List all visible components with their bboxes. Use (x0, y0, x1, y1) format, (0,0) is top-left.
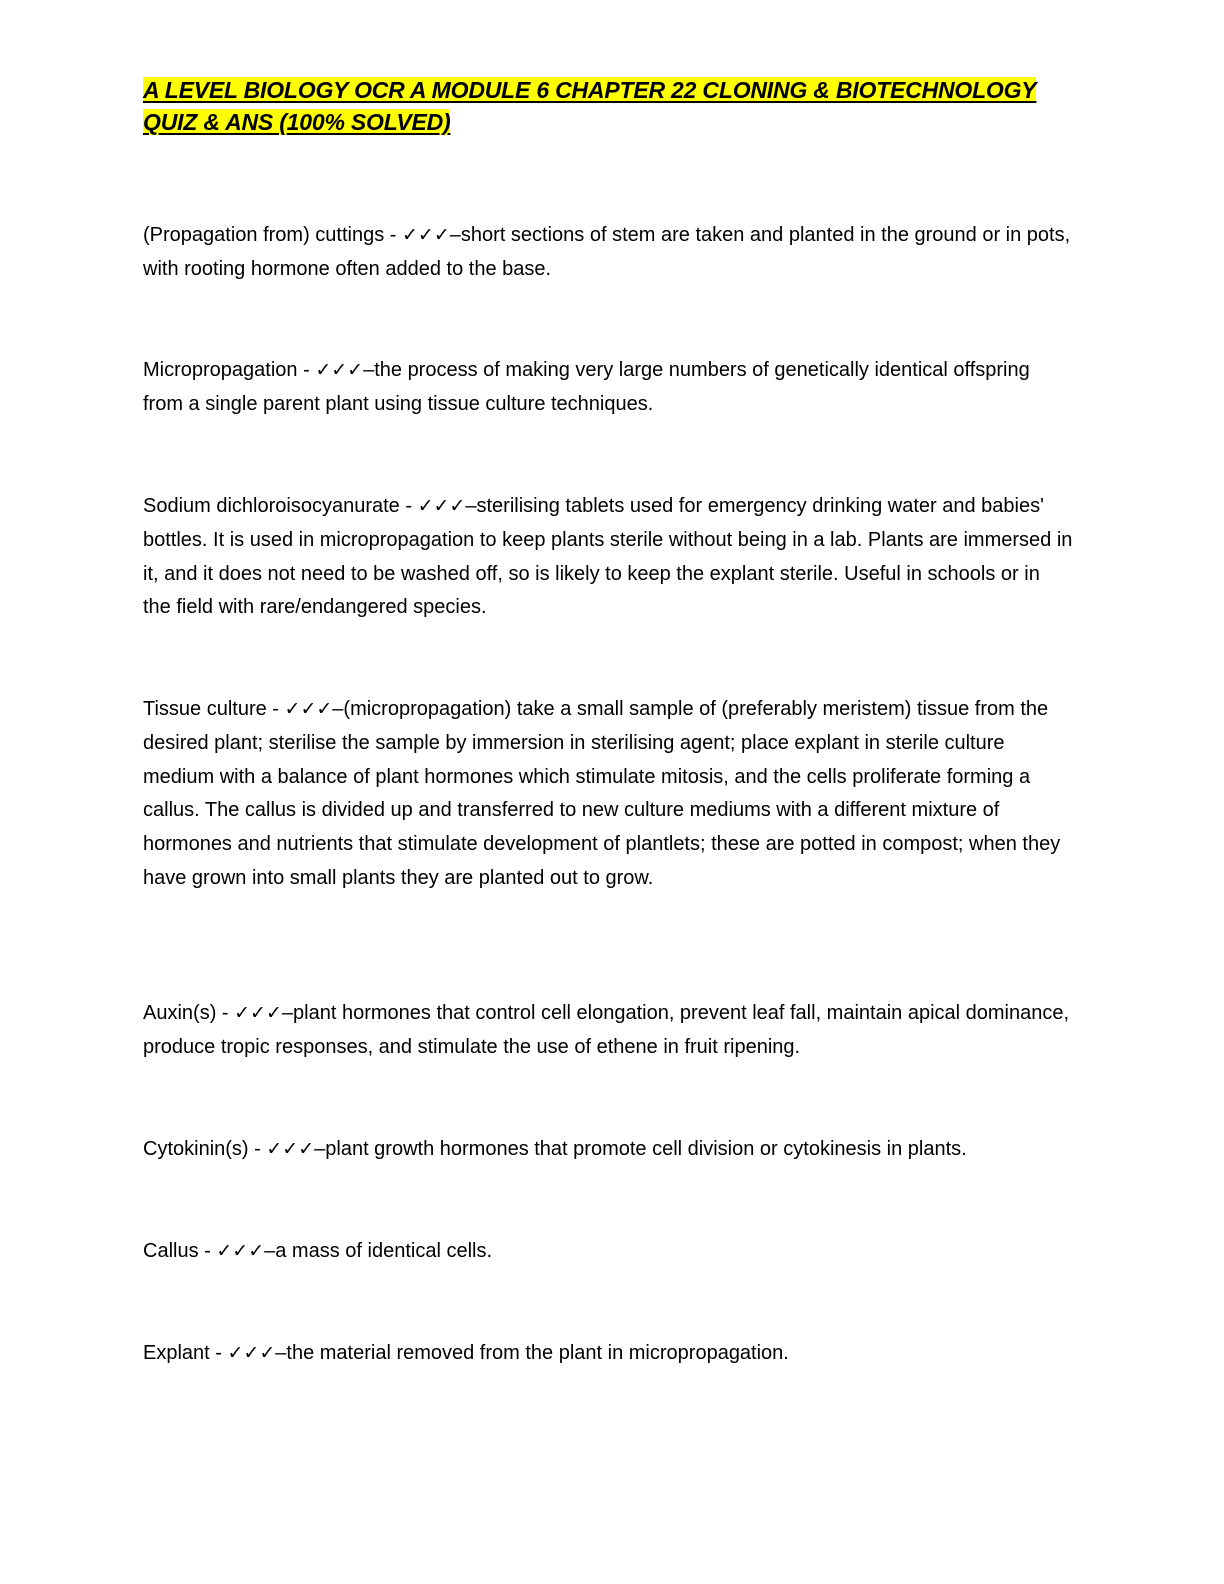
check-marks-icon: ✓✓✓ (227, 1342, 276, 1364)
entry-definition: plant growth hormones that promote cell division or cytokinesis in plants. (325, 1138, 967, 1160)
term-separator: - (297, 359, 316, 381)
entry-definition: plant hormones that control cell elongation, prevent leaf fall, maintain apical dominance, produce tropic responses, and stimulate the use of ethene in fruit ripening. (143, 1002, 1070, 1058)
check-marks-icon: ✓✓✓ (315, 359, 364, 381)
check-marks-icon: ✓✓✓ (216, 1240, 265, 1262)
answer-dash: – (314, 1138, 326, 1160)
entry-micropropagation (143, 354, 1073, 422)
term-separator: - (216, 1002, 235, 1024)
entry-explant (143, 1337, 1073, 1371)
term-separator: - (248, 1138, 267, 1160)
entry-term: (Propagation from) cuttings (143, 224, 385, 246)
document-title (143, 74, 1073, 138)
term-separator: - (209, 1342, 228, 1364)
answer-dash: – (465, 495, 477, 517)
term-separator: - (266, 698, 285, 720)
answer-dash: – (363, 359, 375, 381)
term-separator: - (198, 1240, 217, 1262)
entry-auxins (143, 997, 1073, 1065)
term-separator: - (399, 495, 418, 517)
entry-term: Sodium dichloroisocyanurate (143, 495, 400, 517)
check-marks-icon: ✓✓✓ (266, 1138, 315, 1160)
entry-tissue-culture (143, 693, 1073, 896)
answer-dash: – (281, 1002, 294, 1024)
entry-definition: short sections of stem are taken and planted in the ground or in pots, with rooting hormone often added to the base. (143, 224, 1071, 280)
entry-term: Cytokinin(s) (143, 1138, 249, 1160)
entry-cytokinins (143, 1133, 1073, 1167)
check-marks-icon: ✓✓✓ (417, 495, 466, 517)
title-line-2: QUIZ & ANS (100% SOLVED) (143, 109, 451, 135)
entry-term: Tissue culture (143, 698, 267, 720)
entry-sodium-dichloroisocyanurate (143, 490, 1073, 625)
entry-definition: the material removed from the plant in micropropagation. (286, 1342, 789, 1364)
entry-definition: sterilising tablets used for emergency drinking water and babies' bottles. It is used in micropropagation to keep plants sterile without being in a lab. Plants are immersed in it, and it does not need to be washed off, so is likely to keep the explant sterile. Useful in schools or in the field with rare/endangered species. (143, 495, 1073, 619)
entry-definition: the process of making very large numbers of genetically identical offspring from a single parent plant using tissue culture techniques. (143, 359, 1030, 415)
answer-dash: – (264, 1240, 276, 1262)
title-line-1: A LEVEL BIOLOGY OCR A MODULE 6 CHAPTER 22 CLONING & BIOTECHNOLOGY (143, 77, 1037, 103)
term-separator: - (384, 224, 403, 246)
entry-callus (143, 1235, 1073, 1269)
answer-dash: – (449, 224, 461, 246)
entry-term: Auxin(s) (143, 1002, 217, 1024)
check-marks-icon: ✓✓✓ (234, 1002, 282, 1024)
entry-definition: (micropropagation) take a small sample of (preferably meristem) tissue from the desired plant; sterilise the sample by immersion in sterilising agent; place explant in sterile culture medium with a balance of plant hormones which stimulate mitosis, and the cells proliferate forming a callus. The callus is divided up and transferred to new culture mediums with a different mixture of hormones and nutrients that stimulate development of plantlets; these are potted in compost; when they have grown into small plants they are planted out to grow. (143, 698, 1061, 889)
answer-dash: – (332, 698, 344, 720)
check-marks-icon: ✓✓✓ (284, 698, 333, 720)
check-marks-icon: ✓✓✓ (402, 224, 450, 246)
entry-term: Micropropagation (143, 359, 298, 381)
entry-cuttings (143, 219, 1073, 287)
answer-dash: – (275, 1342, 287, 1364)
entry-term: Explant (143, 1342, 210, 1364)
entry-term: Callus (143, 1240, 199, 1262)
entry-definition: a mass of identical cells. (275, 1240, 493, 1262)
